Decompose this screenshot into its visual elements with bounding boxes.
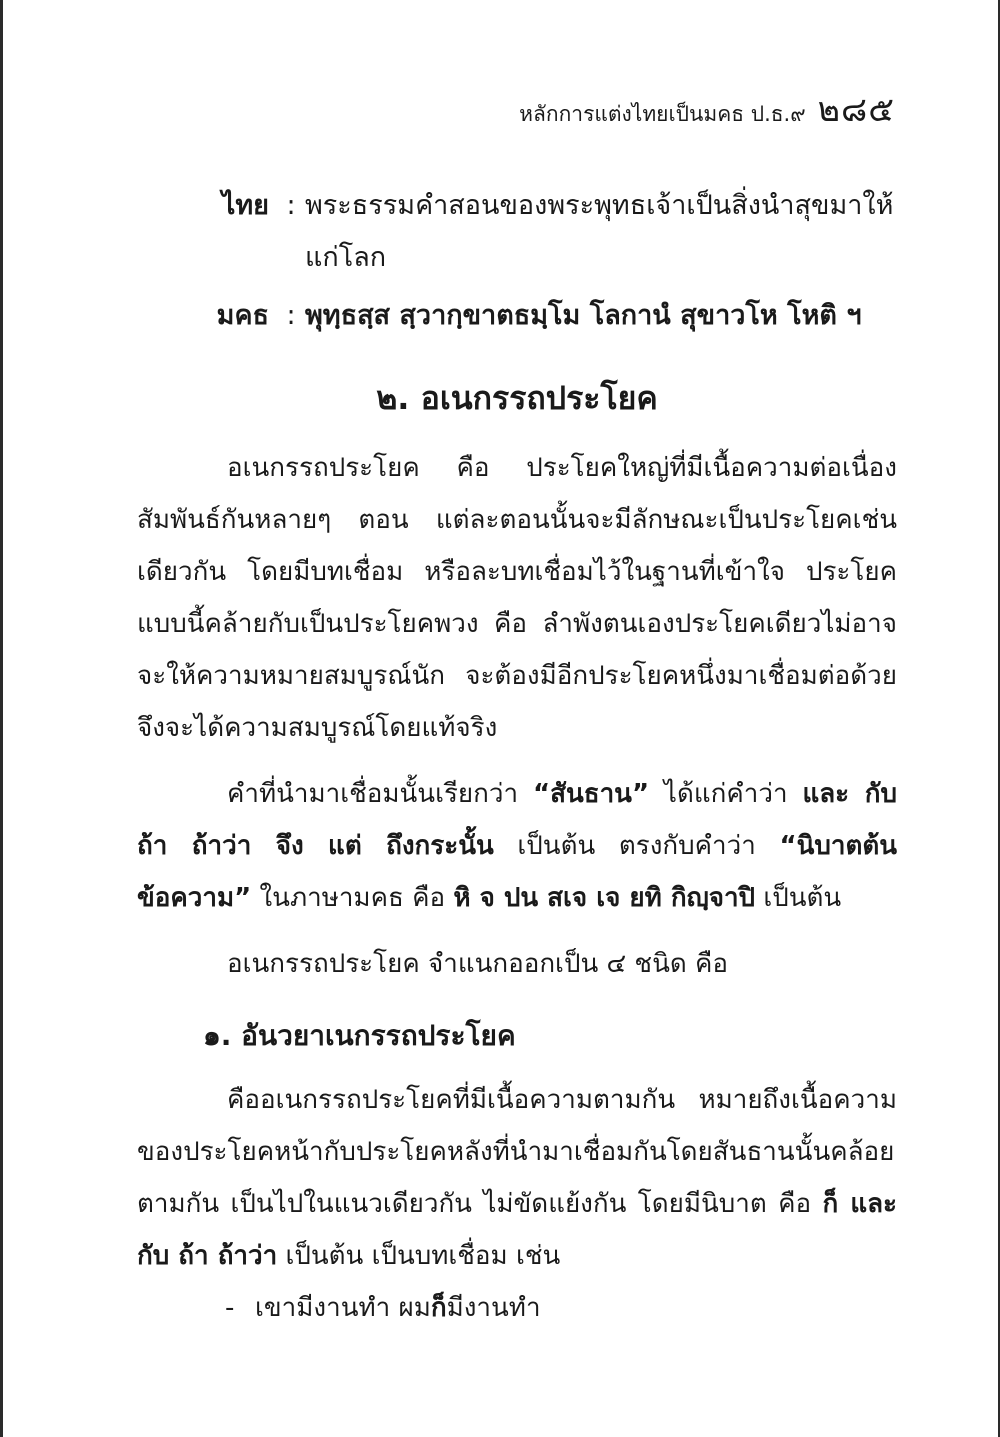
thai-example <box>137 180 897 284</box>
pali-example <box>137 290 897 342</box>
section-paragraph-1: อเนกรรถประโยค คือ ประโยคใหญ่ที่มีเนื้อความต่อเนื่องสัมพันธ์กันหลายๆ ตอน แต่ละตอนนั้นจะมีลักษณะเป็นประโยคเช่นเดียวกัน โดยมีบทเชื่อม หรือละบทเชื่อมไว้ในฐานที่เข้าใจ ประโยคแบบนี้คล้ายกับเป็นประโยคพวง คือ ลำพังตนเองประโยคเดียวไม่อาจจะให้ความหมายสมบูรณ์นัก จะต้องมีอีกประโยคหนึ่งมาเชื่อมต่อด้วย จึงจะได้ความสมบูรณ์โดยแท้จริง <box>137 453 897 743</box>
thai-colon: : <box>286 190 296 221</box>
section-paragraph-3: อเนกรรถประโยค จำแนกออกเป็น ๔ ชนิด คือ <box>227 949 729 979</box>
bullet-dash: - <box>225 1293 235 1323</box>
sub-para-bold-1: ก็ และ กับ ถ้า ถ้าว่า <box>137 1189 897 1271</box>
sub-para-text-2: เป็นต้น เป็นบทเชื่อม เช่น <box>277 1241 561 1271</box>
para2-bold-1: “สันธาน” <box>532 779 650 809</box>
sub-para-text-1: คืออเนกรรถประโยคที่มีเนื้อความตามกัน หมายถึงเนื้อความของประโยคหน้ากับประโยคหลังที่นำมาเชื่อมกันโดยสันธานนั้นคล้อยตามกัน เป็นไปในแนวเดียวกัน ไม่ขัดแย้งกัน โดยมีนิบาต คือ <box>137 1085 897 1219</box>
para2-bold-2: และ กับ ถ้า ถ้าว่า จึง แต่ ถึงกระนั้น <box>137 779 898 861</box>
para2-text-4: ในภาษามคธ คือ <box>251 883 454 913</box>
subsection-paragraph <box>137 1074 897 1282</box>
pali-text: พุทฺธสฺส สฺวากฺขาตธมฺโม โลกานํ สุขาวโห โหติ ฯ <box>305 300 862 331</box>
para2-text-2: ได้แก่คำว่า <box>649 779 803 809</box>
page-header <box>519 82 895 136</box>
page-number: ๒๘๕ <box>817 90 895 130</box>
para2-text-1: คำที่นำมาเชื่อมนั้นเรียกว่า <box>227 779 533 809</box>
thai-label: ไทย <box>221 190 269 221</box>
section-heading: ๒. อเนกรรถประโยค <box>376 379 658 417</box>
subsection-heading: ๑. อันวยาเนกรรถประโยค <box>203 1019 516 1052</box>
para2-text-5: เป็นต้น <box>755 883 842 913</box>
pali-colon: : <box>286 300 296 331</box>
bullet-text-1: เขามีงานทำ ผม <box>255 1293 431 1323</box>
thai-text: พระธรรมคำสอนของพระพุทธเจ้าเป็นสิ่งนำสุขมาให้แก่โลก <box>305 190 894 273</box>
running-title: หลักการแต่งไทยเป็นมคธ ป.ธ.๙ <box>519 102 806 126</box>
para2-text-3: เป็นต้น ตรงกับคำว่า <box>493 831 780 861</box>
page-border-left <box>0 0 3 1437</box>
bullet-text-2: มีงานทำ <box>446 1293 541 1323</box>
page-content <box>137 180 897 1334</box>
pali-label: มคธ <box>216 300 269 331</box>
section-paragraph-2 <box>137 768 897 924</box>
bullet-bold-1: ก็ <box>430 1293 447 1323</box>
para2-bold-4: หิ จ ปน สเจ เจ ยทิ กิญฺจาปิ <box>453 883 756 913</box>
para2-bold-3: “นิบาตต้นข้อความ” <box>137 831 897 913</box>
example-bullet <box>137 1282 897 1334</box>
